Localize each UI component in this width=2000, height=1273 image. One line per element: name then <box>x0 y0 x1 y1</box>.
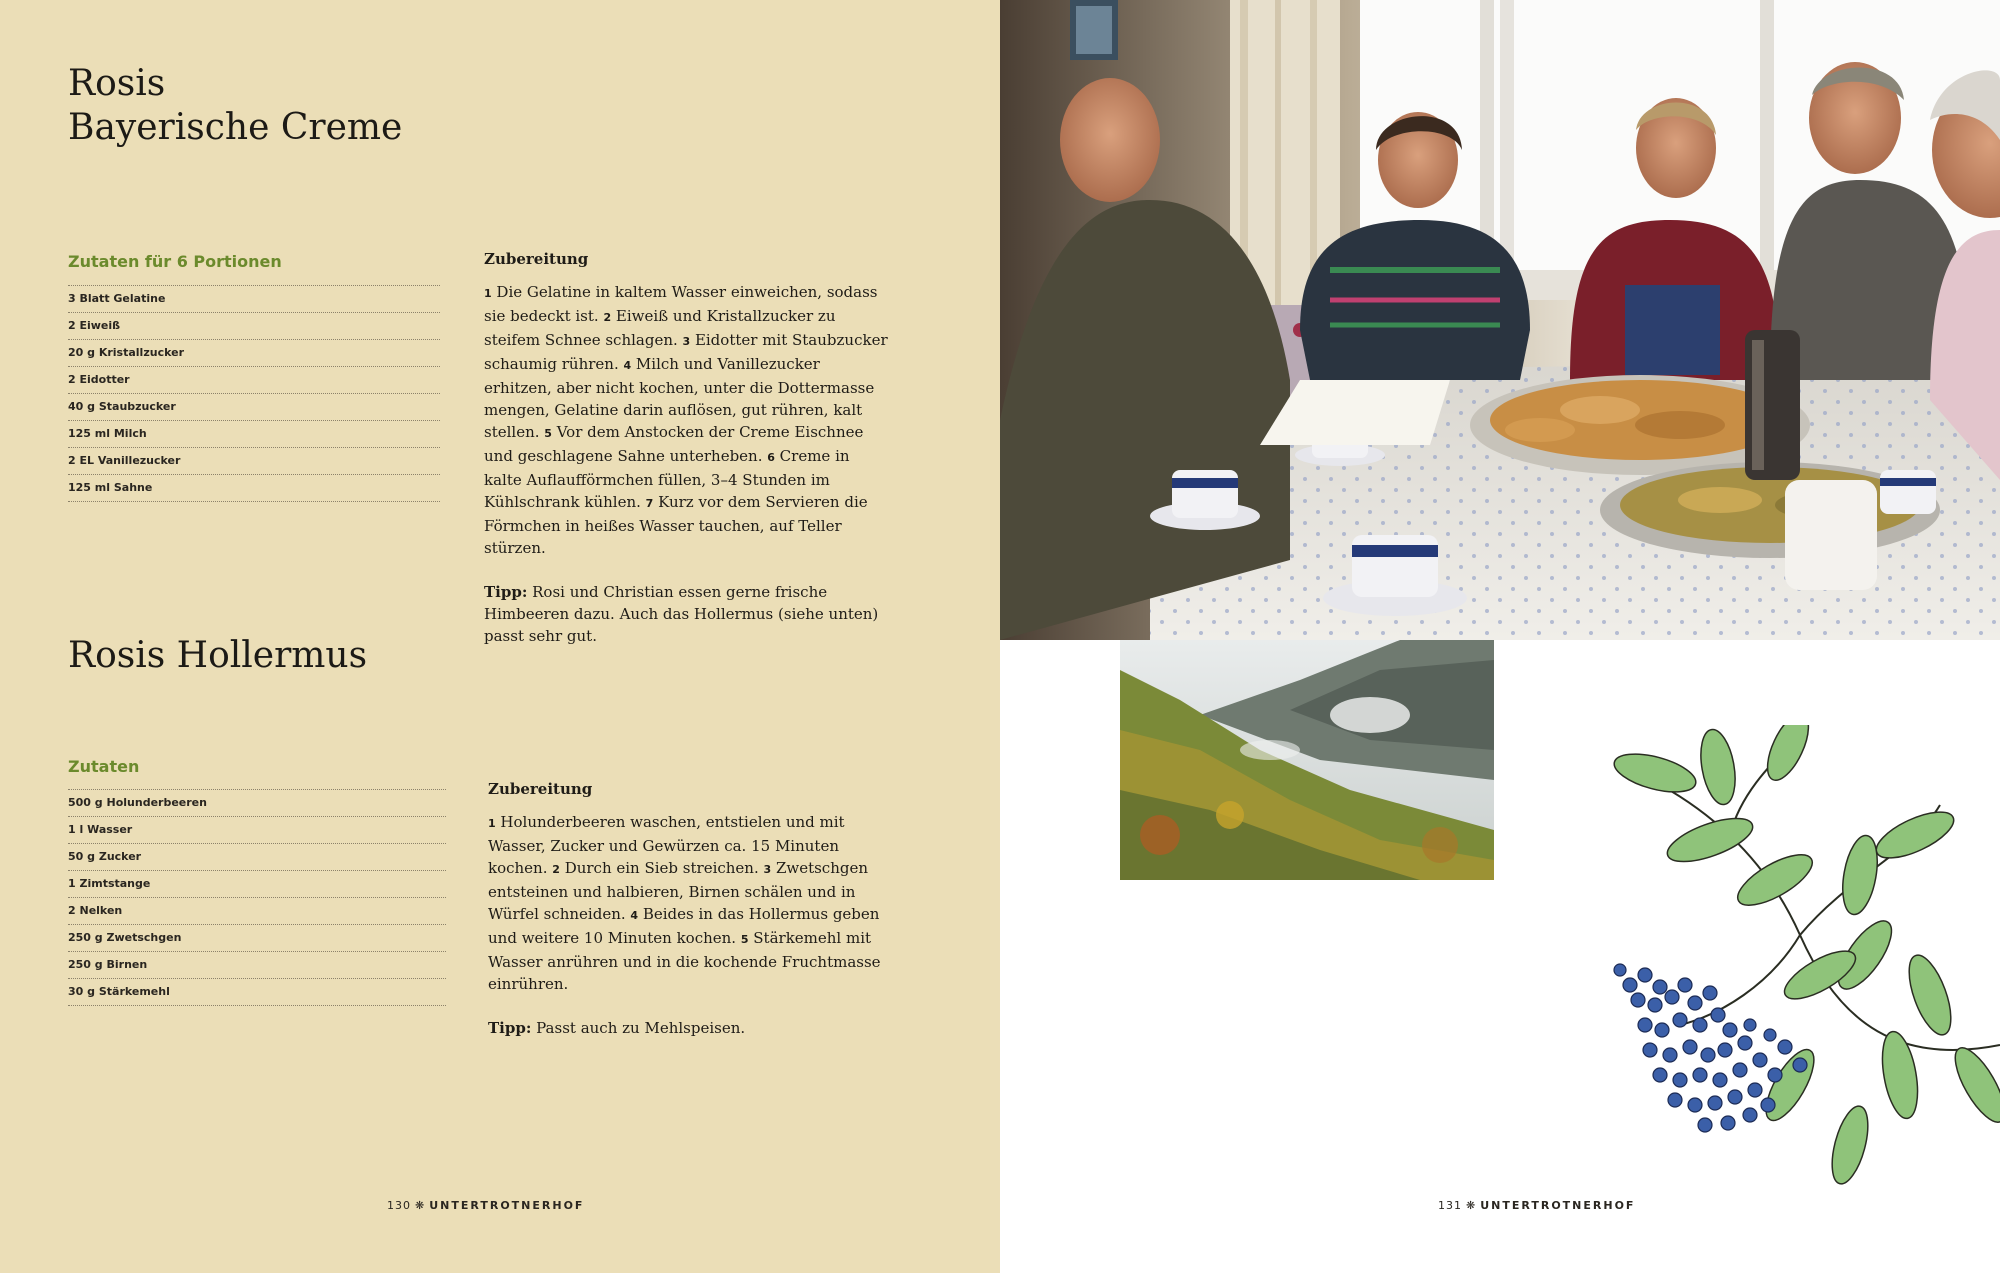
kitchen-table-photo <box>1000 0 2000 640</box>
recipe2-tip-text: Passt auch zu Mehlspeisen. <box>531 1019 746 1037</box>
ingredient-item: 250 g Birnen <box>68 952 446 979</box>
recipe1-tip-label: Tipp: <box>484 583 528 601</box>
book-name-right: UNTERTROTNERHOF <box>1480 1199 1636 1212</box>
recipe1-title-line2: Bayerische Creme <box>68 107 403 148</box>
folio-left <box>387 1199 584 1212</box>
recipe1-title-line1: Rosis <box>68 63 166 104</box>
step-text: Die Gelatine in kaltem Wasser einweichen, sodass sie bedeckt ist. <box>484 283 878 325</box>
recipe2-ingredients-heading: Zutaten <box>68 757 140 776</box>
ingredient-item: 30 g Stärkemehl <box>68 979 446 1006</box>
step-number: 2 <box>603 311 612 324</box>
ingredient-item: 125 ml Milch <box>68 421 440 448</box>
step-number: 7 <box>645 497 654 510</box>
step-text: Zwetschgen entsteinen und halbieren, Birnen schälen und in Würfel schneiden. <box>488 859 869 923</box>
step-number: 5 <box>740 933 749 946</box>
recipe2-tip <box>488 1017 888 1039</box>
step-number: 5 <box>544 427 552 440</box>
step-text: Eiweiß und Kristallzucker zu steifem Schnee schlagen. <box>484 307 836 349</box>
ingredient-item: 50 g Zucker <box>68 844 446 871</box>
step-text: Holunderbeeren waschen, entstielen und mit Wasser, Zucker und Gewürzen ca. 15 Minuten kochen. <box>488 813 845 877</box>
recipe1-tip-text: Rosi und Christian essen gerne frische Himbeeren dazu. Auch das Hollermus (siehe unten) passt sehr gut. <box>484 583 879 645</box>
recipe2-prep-heading: Zubereitung <box>488 780 593 798</box>
recipe1-tip <box>484 581 889 647</box>
ingredient-item: 250 g Zwetschgen <box>68 925 446 952</box>
step-number: 2 <box>552 863 560 876</box>
ingredient-item: 3 Blatt Gelatine <box>68 286 440 313</box>
step-text: Kurz vor dem Servieren die Förmchen in heißes Wasser tauchen, auf Teller stürzen. <box>484 493 868 557</box>
recipe1-steps <box>484 281 889 559</box>
elderberry-illustration <box>1600 725 2000 1215</box>
step-text: Stärkemehl mit Wasser anrühren und in die kochende Fruchtmasse einrühren. <box>488 929 881 993</box>
step-text: Durch ein Sieb streichen. <box>559 859 764 877</box>
ingredient-item: 2 Eiweiß <box>68 313 440 340</box>
step-number: 1 <box>488 817 496 830</box>
folio-separator-icon: ❋ <box>415 1199 426 1212</box>
page-number-right: 131 <box>1438 1199 1462 1212</box>
recipe2-steps <box>488 811 888 995</box>
book-name-left: UNTERTROTNERHOF <box>429 1199 585 1212</box>
recipe2-title: Rosis Hollermus <box>68 635 368 676</box>
ingredient-item: 20 g Kristallzucker <box>68 340 440 367</box>
step-number: 6 <box>767 451 775 464</box>
recipe1-ingredients-list <box>68 285 440 502</box>
ingredient-item: 2 Eidotter <box>68 367 440 394</box>
step-text: Vor dem Anstocken der Creme Eischnee und geschlagene Sahne unterheben. <box>484 423 864 465</box>
step-text: Eidotter mit Staubzucker schaumig rühren. <box>484 331 888 373</box>
ingredient-item: 40 g Staubzucker <box>68 394 440 421</box>
recipe1-ingredients-heading: Zutaten für 6 Portionen <box>68 252 282 271</box>
step-number: 1 <box>484 287 492 300</box>
ingredient-item: 500 g Holunderbeeren <box>68 790 446 817</box>
recipe2-preparation <box>488 778 888 1039</box>
ingredient-item: 125 ml Sahne <box>68 475 440 502</box>
step-text: Milch und Vanillezucker erhitzen, aber nicht kochen, unter die Dottermasse mengen, Gelatine darin auflösen, gut rühren, kalt stellen. <box>484 355 875 441</box>
recipe1-prep-heading: Zubereitung <box>484 250 589 268</box>
step-text: Beides in das Hollermus geben und weitere 10 Minuten kochen. <box>488 905 880 947</box>
step-number: 3 <box>763 863 772 876</box>
page-number-left: 130 <box>387 1199 411 1212</box>
step-number: 3 <box>682 335 691 348</box>
ingredient-item: 2 EL Vanillezucker <box>68 448 440 475</box>
recipe1-preparation <box>484 248 889 647</box>
valley-landscape-photo <box>1120 640 1494 880</box>
ingredient-item: 1 Zimtstange <box>68 871 446 898</box>
ingredient-item: 1 l Wasser <box>68 817 446 844</box>
step-number: 4 <box>630 909 639 922</box>
recipe2-tip-label: Tipp: <box>488 1019 532 1037</box>
step-number: 4 <box>623 359 632 372</box>
step-text: Creme in kalte Auflaufförmchen füllen, 3–4 Stunden im Kühlschrank kühlen. <box>484 447 850 511</box>
folio-separator-icon: ❋ <box>1466 1199 1477 1212</box>
ingredient-item: 2 Nelken <box>68 898 446 925</box>
recipe1-title <box>68 62 402 150</box>
recipe2-ingredients-list <box>68 789 446 1006</box>
